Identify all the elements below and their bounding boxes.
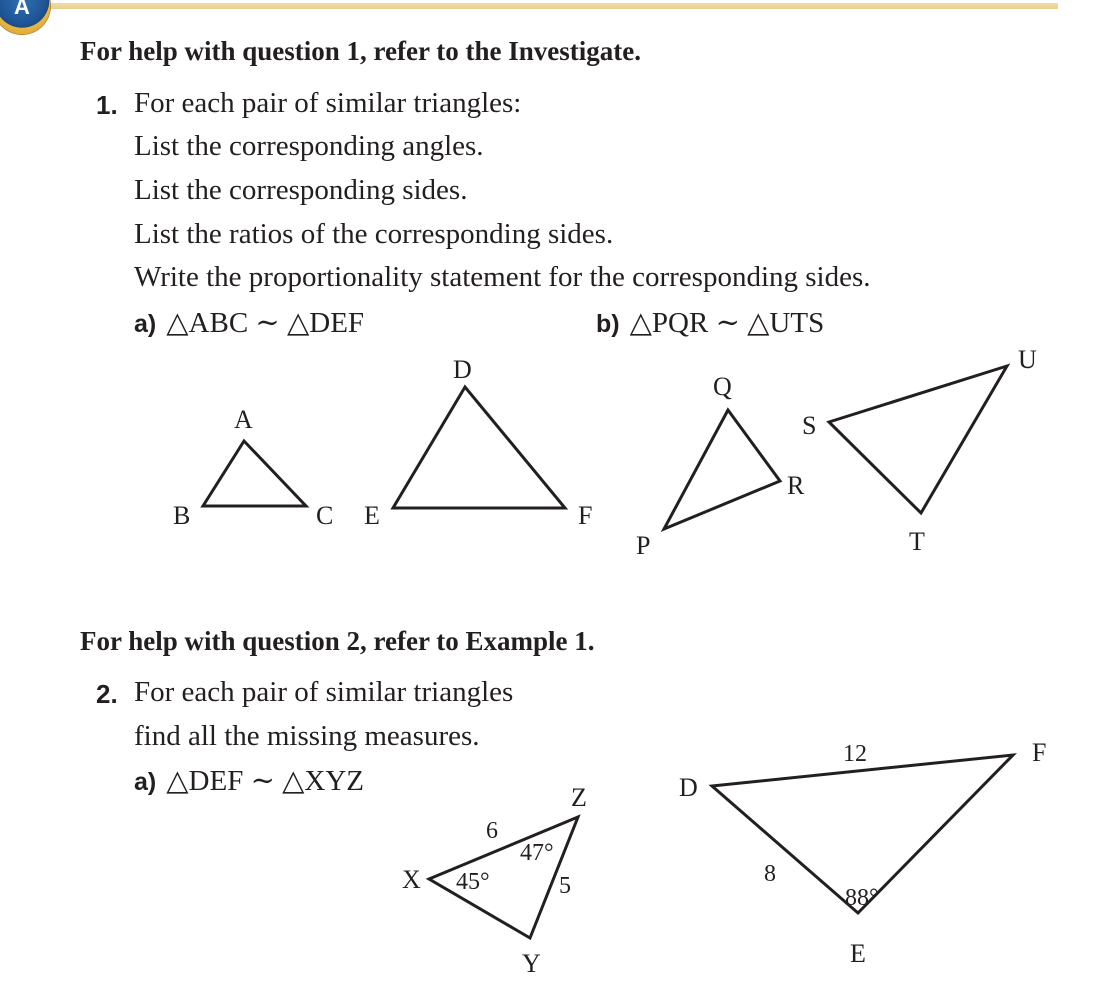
label-c: C: [316, 501, 334, 530]
q1-line-1: For each pair of similar triangles:: [134, 87, 522, 119]
label-f-q1: F: [578, 501, 593, 530]
label-d-q1: D: [453, 355, 472, 384]
triangle-abc: [203, 441, 306, 506]
q1-line-5: Write the proportionality statement for the corresponding sides.: [134, 261, 871, 293]
label-x: X: [402, 865, 421, 894]
q1-part-a-statement: △ABC ∼ △DEF: [166, 307, 365, 339]
label-z: Z: [571, 783, 587, 812]
label-u: U: [1018, 345, 1037, 374]
q1-help-heading: For help with question 1, refer to the Investigate.: [80, 36, 641, 66]
label-side-xz: 6: [486, 818, 498, 844]
label-q: Q: [713, 372, 732, 401]
label-a: A: [234, 405, 253, 434]
q2-line-1: For each pair of similar triangles: [134, 676, 514, 708]
label-e-q1: E: [364, 501, 380, 530]
label-b: B: [173, 501, 191, 530]
triangle-xyz: [429, 817, 578, 938]
q1-line-3: List the corresponding sides.: [134, 174, 468, 206]
q1-line-2: List the corresponding angles.: [134, 130, 484, 162]
label-side-de: 8: [764, 861, 776, 887]
label-s: S: [802, 411, 817, 440]
q2-part-a-statement: △DEF ∼ △XYZ: [166, 765, 365, 797]
label-side-df: 12: [843, 741, 867, 767]
q1-part-b-statement: △PQR ∼ △UTS: [629, 307, 825, 339]
label-angle-e: 88°: [845, 885, 879, 911]
q1-line-4: List the ratios of the corresponding sides.: [134, 218, 614, 250]
label-angle-x: 45°: [456, 869, 490, 895]
label-f-q2: F: [1032, 738, 1047, 767]
triangle-pqr: [664, 410, 780, 529]
label-angle-z: 47°: [520, 840, 554, 866]
label-t: T: [909, 527, 925, 556]
q1-part-b-label: b): [596, 310, 620, 338]
label-y: Y: [522, 949, 541, 978]
q2-help-heading: For help with question 2, refer to Example 1.: [80, 626, 595, 656]
label-d-q2: D: [679, 773, 698, 802]
triangle-uts: [829, 366, 1007, 513]
q2-line-2: find all the missing measures.: [134, 720, 480, 752]
label-r: R: [787, 471, 805, 500]
label-side-yz: 5: [559, 873, 571, 899]
triangle-def-q1: [393, 387, 565, 508]
q1-number: 1.: [96, 90, 118, 120]
label-e-q2: E: [850, 939, 866, 968]
q2-part-a-label: a): [134, 768, 157, 796]
q2-number: 2.: [96, 679, 118, 709]
label-p: P: [636, 531, 651, 560]
q1-part-a-label: a): [134, 310, 157, 338]
section-badge-letter: A: [14, 0, 30, 19]
